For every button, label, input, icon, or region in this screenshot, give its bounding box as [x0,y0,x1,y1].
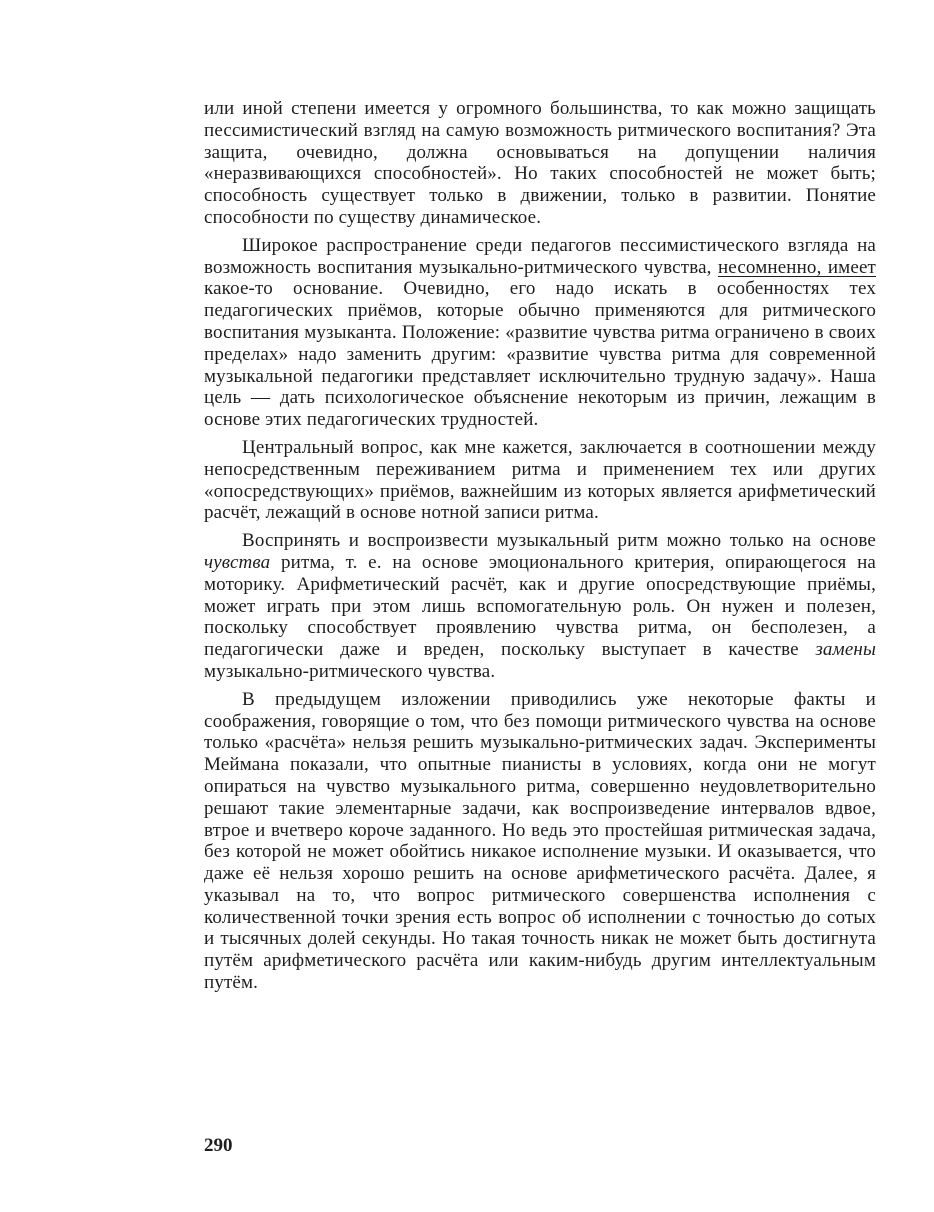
paragraph-4-italic-word-2: замены [815,639,876,661]
paragraph-2-text-before: Широкое распространение среди педагогов пессимистического взгляда на возможность воспитания музыкально-ритмического чувства, [204,234,876,278]
paragraph-3 [204,437,876,524]
paragraph-5-text: В предыдущем изложении приводились уже некоторые факты и соображения, говорящие о том, что без помощи ритмического чувства на основе только «расчёта» нельзя решить музыкально-ритмических задач. Эксперименты Меймана показали, что опытные пианисты в условиях, когда они не могут опираться на чувство музыкального ритма, совершенно неудовлетворительно решают такие элементарные задачи, как воспроизведение интервалов вдвое, втрое и вчетверо короче заданного. Но ведь это простейшая ритмическая задача, без которой не может обойтись никакое исполнение музыки. И оказывается, что даже её нельзя хорошо решить на основе арифметического расчёта. Далее, я указывал на то, что вопрос ритмического совершенства исполнения с количественной точки зрения есть вопрос об исполнении с точностью до сотых и тысячных долей секунды. Но такая точность никак не может быть достигнута путём арифметического расчёта или каким-нибудь другим интеллектуальным путём. [204,688,876,994]
paragraph-4-text-after: музыкально-ритмического чувства. [204,660,496,682]
page-number: 290 [204,1135,233,1156]
paragraph-4 [204,530,876,683]
paragraph-2-text-after: какое-то основание. Очевидно, его надо искать в особенностях тех педагогических приёмов, которые обычно применяются для ритмического воспитания музыканта. Положение: «развитие чувства ритма ограничено в своих пределах» надо заменить другим: «развитие чувства ритма для современной музыкальной педагогики представляет исключительно трудную задачу». Наша цель — дать психологическое объяснение некоторым из причин, лежащим в основе этих педагогических трудностей. [204,278,876,431]
paragraph-1 [204,98,876,229]
paragraph-2 [204,235,876,431]
paragraph-5 [204,689,876,994]
paragraph-4-italic-word-1: чувства [204,551,271,573]
paragraph-2-underlined-phrase: несомненно, имеет [717,256,876,278]
paragraph-4-text-before: Воспринять и воспроизвести музыкальный ритм можно только на основе [242,530,876,552]
page-body [204,98,876,1000]
paragraph-1-text: или иной степени имеется у огромного большинства, то как можно защищать пессимистический взгляд на самую возможность ритмического воспитания? Эта защита, очевидно, должна основываться на допущении наличия «неразвивающихся способностей». Но таких способностей не может быть; способность существует только в движении, только в развитии. Понятие способности по существу динамическое. [204,98,876,228]
paragraph-4-text-middle: ритма, т. е. на основе эмоционального критерия, опирающегося на моторику. Арифметический расчёт, как и другие опосредствующие приёмы, может играть при этом лишь вспомогательную роль. Он нужен и полезен, поскольку способствует проявлению чувства ритма, он бесполезен, а педагогически даже и вреден, поскольку выступает в качестве [204,551,876,661]
paragraph-3-text: Центральный вопрос, как мне кажется, заключается в соотношении между непосредственным переживанием ритма и применением тех или других «опосредствующих» приёмов, важнейшим из которых является арифметический расчёт, лежащий в основе нотной записи ритма. [204,436,876,524]
